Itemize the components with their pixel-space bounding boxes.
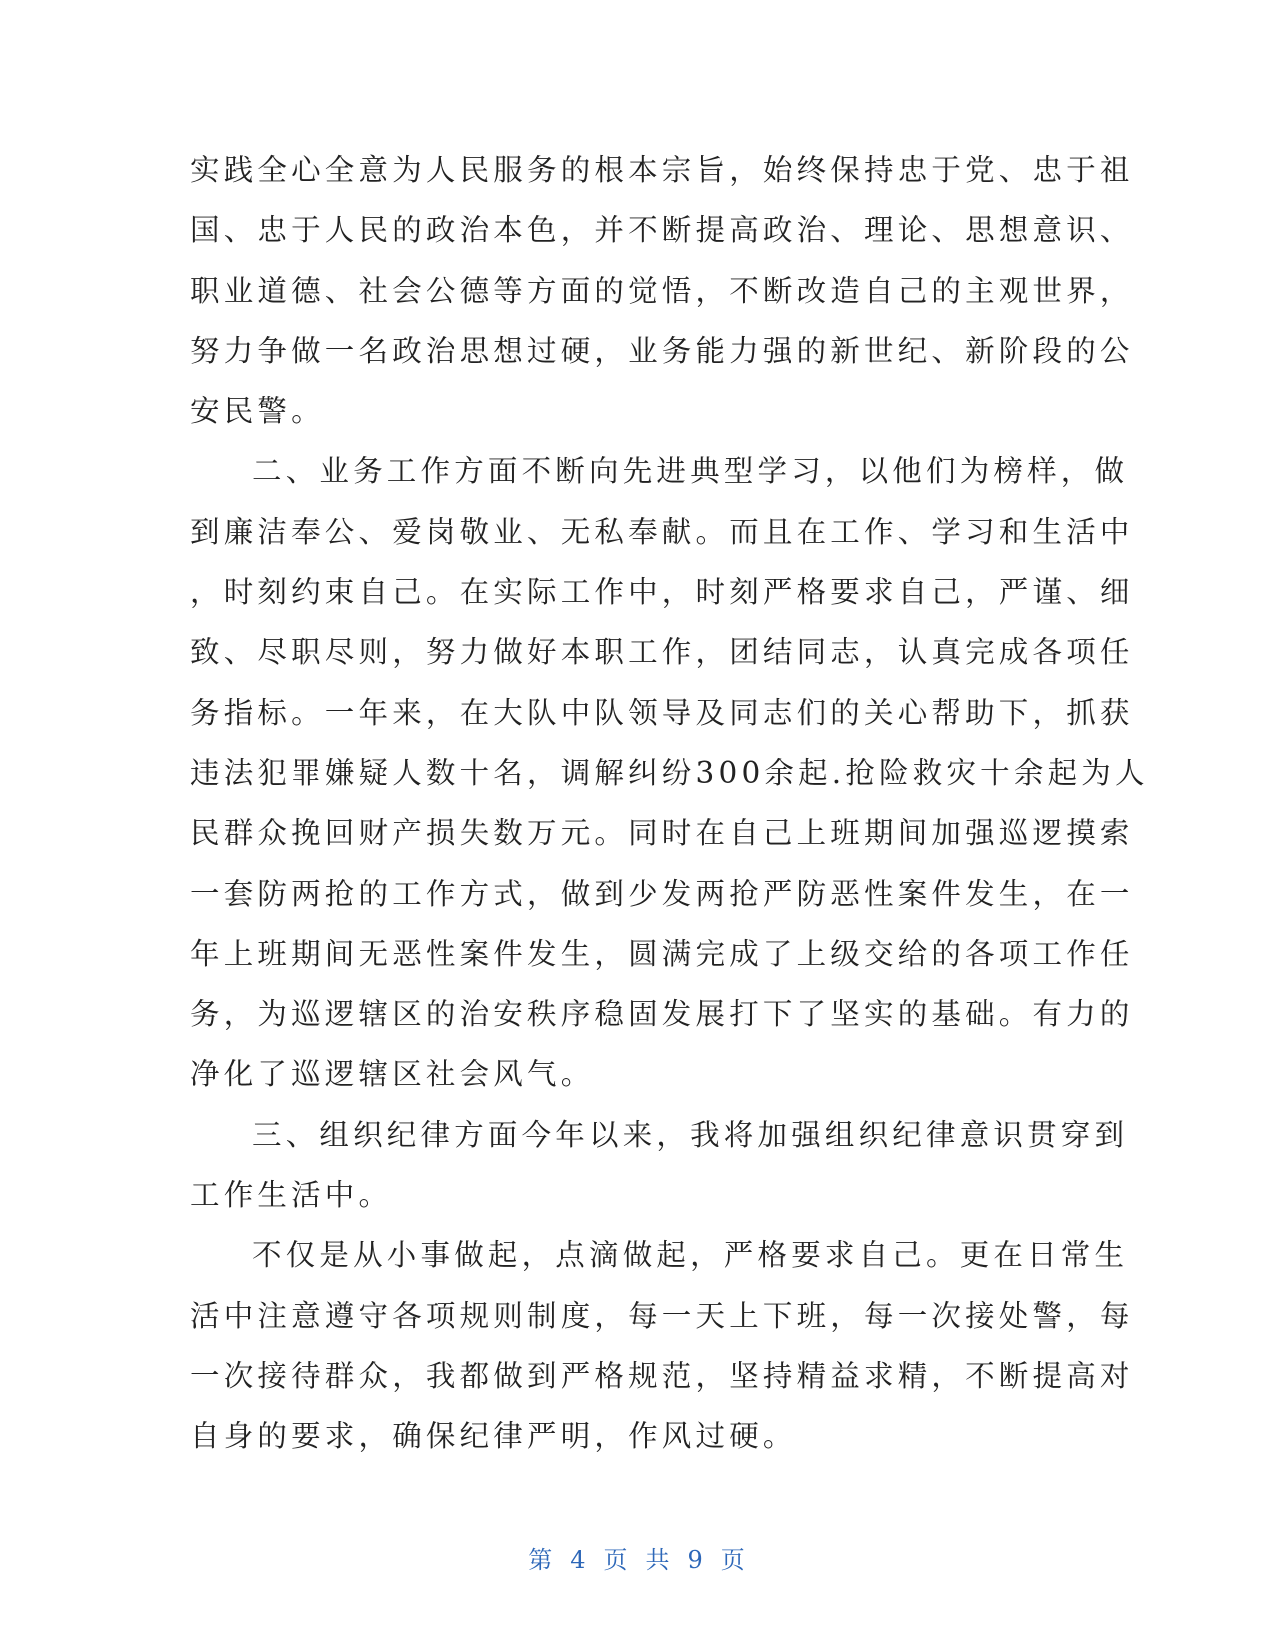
text-line: 违法犯罪嫌疑人数十名，调解纠纷300余起.抢险救灾十余起为人 — [190, 755, 1149, 790]
text-line: ，时刻约束自己。在实际工作中，时刻严格要求自己，严谨、细 — [190, 575, 1134, 610]
text-line: 三、组织纪律方面今年以来，我将加强组织纪律意识贯穿到 — [252, 1117, 1129, 1152]
text-line: 安民警。 — [190, 394, 325, 429]
text-line: 致、尽职尽则，努力做好本职工作，团结同志，认真完成各项任 — [190, 635, 1134, 670]
footer-suffix: 页 — [720, 1546, 747, 1574]
text-line: 自身的要求，确保纪律严明，作风过硬。 — [190, 1419, 797, 1454]
text-line: 国、忠于人民的政治本色，并不断提高政治、理论、思想意识、 — [190, 213, 1134, 248]
text-line: 实践全心全意为人民服务的根本宗旨，始终保持忠于党、忠于祖 — [190, 153, 1134, 187]
text-line: 职业道德、社会公德等方面的觉悟，不断改造自己的主观世界， — [190, 273, 1134, 308]
text-line: 工作生活中。 — [190, 1178, 393, 1213]
text-line: 活中注意遵守各项规则制度，每一天上下班，每一次接处警，每 — [190, 1298, 1134, 1333]
footer-total-word: 共 — [645, 1546, 672, 1574]
text-line: 年上班期间无恶性案件发生，圆满完成了上级交给的各项工作任 — [190, 936, 1134, 971]
text-line: 到廉洁奉公、爱岗敬业、无私奉献。而且在工作、学习和生活中 — [190, 514, 1134, 549]
footer-page-word: 页 — [603, 1546, 630, 1574]
text-line: 一次接待群众，我都做到严格规范，坚持精益求精，不断提高对 — [190, 1358, 1134, 1393]
body-text — [190, 140, 1149, 1467]
text-line: 净化了巡逻辖区社会风气。 — [190, 1057, 595, 1092]
text-line: 一套防两抢的工作方式，做到少发两抢严防恶性案件发生，在一 — [190, 876, 1134, 911]
footer-total-pages: 9 — [687, 1546, 705, 1574]
text-line: 努力争做一名政治思想过硬，业务能力强的新世纪、新阶段的公 — [190, 333, 1134, 368]
text-line: 不仅是从小事做起，点滴做起，严格要求自己。更在日常生 — [252, 1238, 1129, 1273]
footer-prefix: 第 — [528, 1546, 555, 1574]
text-line: 民群众挽回财产损失数万元。同时在自己上班期间加强巡逻摸索 — [190, 816, 1134, 851]
text-line: 二、业务工作方面不断向先进典型学习，以他们为榜样，做 — [252, 454, 1129, 489]
text-line: 务指标。一年来，在大队中队领导及同志们的关心帮助下，抓获 — [190, 695, 1134, 730]
page-footer — [0, 1540, 1275, 1575]
footer-current-page: 4 — [570, 1546, 588, 1574]
text-line: 务，为巡逻辖区的治安秩序稳固发展打下了坚实的基础。有力的 — [190, 997, 1134, 1032]
